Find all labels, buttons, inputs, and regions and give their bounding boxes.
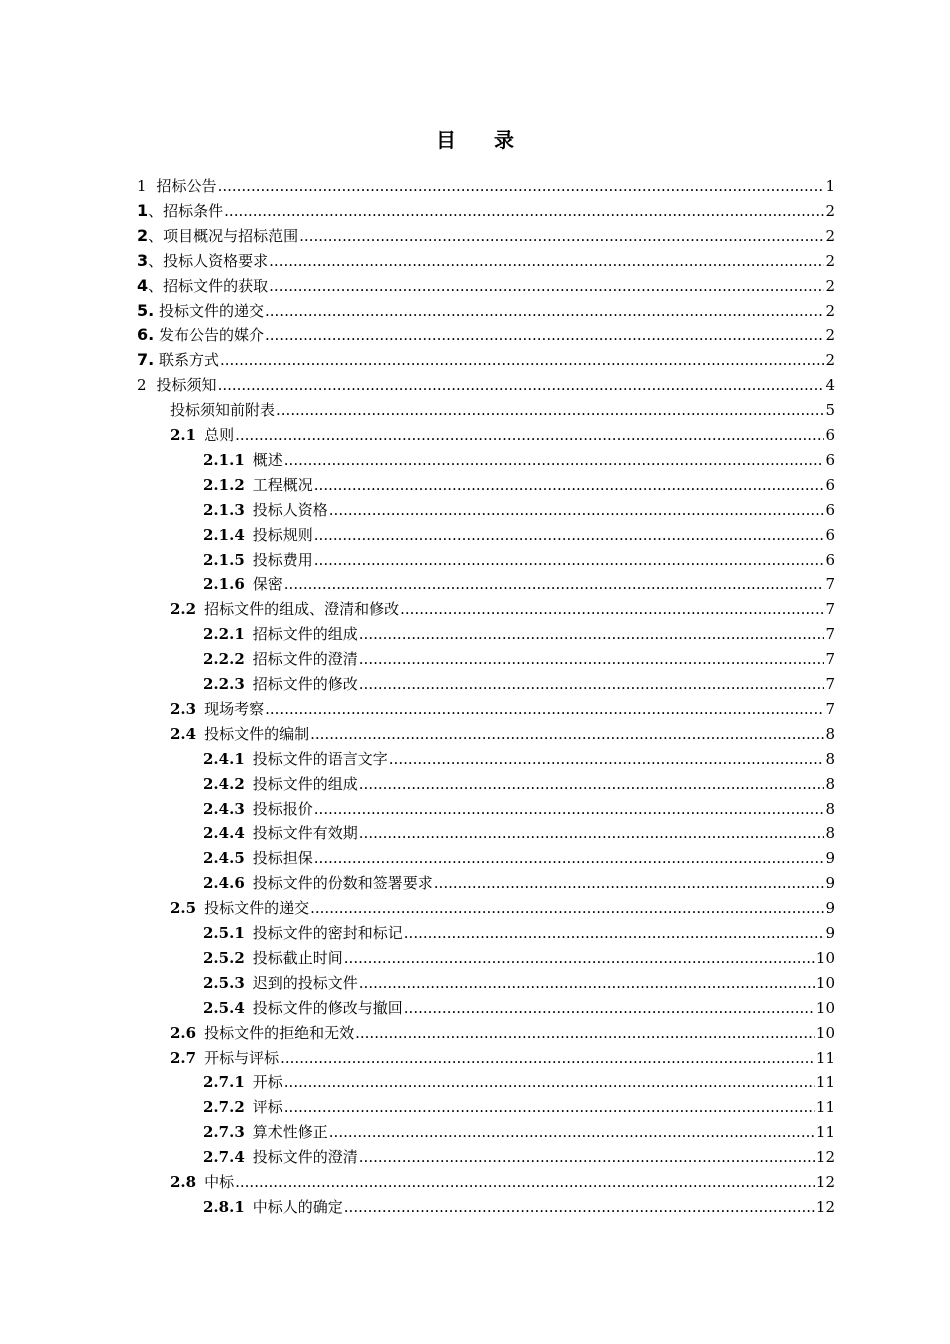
- toc-entry-number: 7.: [137, 350, 155, 370]
- toc-entry-text: 发布公告的媒介: [154, 326, 264, 345]
- toc-entry-text: 中标人的确定: [252, 1197, 343, 1216]
- toc-dot-leader: [314, 523, 825, 547]
- toc-page-number: 9: [825, 924, 835, 942]
- toc-entry-text: 工程概况: [252, 475, 313, 494]
- toc-entry-label: [203, 747, 388, 771]
- toc-entry-text: 、项目概况与招标范围: [148, 226, 299, 245]
- toc-dot-leader: [355, 1021, 815, 1045]
- toc-page-number: 9: [825, 874, 835, 893]
- toc-entry-number: 2.7.3: [203, 1123, 245, 1142]
- toc-title: [0, 124, 950, 153]
- toc-entry-label: [170, 423, 234, 447]
- toc-entry-number: 2.1.3: [203, 500, 245, 519]
- toc-dot-leader: [310, 896, 824, 920]
- toc-page-number: 9: [825, 849, 835, 868]
- toc-entry-text: 开标与评标: [204, 1048, 280, 1067]
- toc-entry-text: 投标文件的递交: [154, 301, 264, 320]
- toc-entry[interactable]: [203, 946, 835, 970]
- toc-entry-text: 投标文件的份数和签署要求: [252, 874, 433, 893]
- toc-dot-leader: [218, 373, 825, 397]
- toc-page-number: 2: [825, 201, 835, 220]
- toc-page-number: 7: [825, 699, 835, 718]
- toc-page-number: 5: [825, 401, 835, 420]
- toc-dot-leader: [299, 224, 824, 248]
- toc-page-number: 12: [815, 1197, 835, 1216]
- toc-page-number: 6: [825, 426, 835, 444]
- toc-dot-leader: [284, 1095, 815, 1119]
- toc-entry-number: 2.5.2: [203, 948, 245, 967]
- toc-entry-label: [137, 299, 264, 323]
- toc-dot-leader: [224, 199, 824, 223]
- toc-entry-text: 招标文件的澄清: [252, 650, 358, 669]
- toc-entry-text: 中标: [204, 1173, 235, 1191]
- toc-page-number: 8: [825, 799, 835, 818]
- toc-entry-label: [203, 498, 328, 522]
- toc-dot-leader: [269, 274, 824, 298]
- toc-entry-number: 2.4.2: [203, 774, 245, 793]
- toc-page-number: 2: [825, 226, 835, 245]
- toc-entry-label: [203, 996, 403, 1020]
- toc-entry[interactable]: [203, 871, 835, 895]
- toc-dot-leader: [269, 249, 824, 273]
- toc-entry[interactable]: [203, 672, 835, 696]
- toc-page-number: 10: [815, 948, 835, 967]
- toc-dot-leader: [314, 797, 825, 821]
- toc-entry[interactable]: [137, 174, 835, 198]
- toc-dot-leader: [280, 1046, 815, 1070]
- toc-entry[interactable]: [203, 797, 835, 821]
- toc-entry-number: 2.7.4: [203, 1148, 245, 1167]
- toc-dot-leader: [284, 448, 825, 472]
- toc-entry-label: [137, 224, 298, 248]
- toc-entry[interactable]: [203, 772, 835, 796]
- toc-page-number: 7: [825, 600, 835, 619]
- toc-entry-label: [203, 821, 358, 845]
- toc-entry-label: [203, 871, 433, 895]
- toc-entry-text: 概述: [252, 450, 283, 469]
- toc-page-number: 2: [825, 276, 835, 295]
- toc-entry-number: 2.2.1: [203, 625, 245, 644]
- toc-entry-number: 2.5.1: [203, 924, 245, 942]
- toc-entry[interactable]: [203, 473, 835, 497]
- toc-page-number: 10: [815, 998, 835, 1017]
- toc-entry-label: [203, 1095, 283, 1119]
- toc-dot-leader: [220, 348, 824, 372]
- toc-dot-leader: [235, 423, 824, 447]
- toc-entry-text: 投标文件的组成: [252, 774, 358, 793]
- toc-entry-text: 投标文件有效期: [252, 824, 358, 843]
- toc-dot-leader: [218, 174, 825, 198]
- toc-page-number: 7: [825, 650, 835, 669]
- toc-page-number: 1: [825, 177, 835, 195]
- toc-page-number: 10: [815, 1023, 835, 1042]
- toc-entry-number: 2.4.5: [203, 849, 245, 868]
- toc-entry-label: [203, 846, 313, 870]
- toc-entry[interactable]: [203, 1070, 835, 1094]
- toc-dot-leader: [329, 498, 825, 522]
- toc-entry-number: 2.7.1: [203, 1073, 245, 1092]
- toc-entry-label: [137, 373, 217, 397]
- toc-dot-leader: [265, 697, 824, 721]
- toc-entry-label: [137, 274, 268, 298]
- toc-dot-leader: [389, 747, 825, 771]
- toc-entry[interactable]: [203, 821, 835, 845]
- toc-page-number: 6: [825, 525, 835, 544]
- toc-entry-text: 投标人资格: [252, 500, 328, 519]
- toc-entry-number: 2: [137, 376, 147, 395]
- toc-entry-label: [203, 1070, 283, 1094]
- toc-entry-label: [170, 896, 309, 920]
- toc-entry-text: 投标文件的拒绝和无效: [204, 1023, 355, 1042]
- toc-dot-leader: [404, 996, 815, 1020]
- toc-entry-number: 2.1: [170, 426, 197, 444]
- toc-entry-label: [203, 1195, 343, 1219]
- toc-dot-leader: [359, 821, 825, 845]
- toc-entry-text: 投标文件的递交: [204, 899, 310, 918]
- toc-entry[interactable]: [203, 1095, 835, 1119]
- toc-page-number: 8: [825, 824, 835, 843]
- toc-page-number: 6: [825, 500, 835, 519]
- toc-entry[interactable]: [203, 1145, 835, 1169]
- toc-entry-label: [170, 1170, 234, 1194]
- toc-entry-label: [170, 1046, 279, 1070]
- toc-entry-text: 、投标人资格要求: [148, 251, 269, 270]
- toc-dot-leader: [344, 946, 815, 970]
- toc-entry-text: 投标文件的语言文字: [252, 749, 388, 768]
- toc-entry[interactable]: [203, 572, 835, 596]
- toc-title-char-1: 目: [436, 128, 456, 152]
- toc-entry[interactable]: [203, 1195, 835, 1219]
- toc-entry-label: [203, 672, 358, 696]
- toc-entry[interactable]: [203, 921, 835, 945]
- toc-entry-label: [203, 772, 358, 796]
- toc-dot-leader: [344, 1195, 815, 1219]
- toc-entry[interactable]: [170, 722, 835, 746]
- toc-entry-number: 2.6: [170, 1023, 197, 1042]
- toc-dot-leader: [235, 1170, 815, 1194]
- toc-entry-number: 2.8.1: [203, 1197, 245, 1216]
- toc-entry-number: 2.2: [170, 600, 197, 619]
- toc-entry-text: 投标规则: [252, 525, 313, 544]
- toc-page-number: 6: [825, 475, 835, 494]
- toc-entry-text: 投标文件的澄清: [252, 1148, 358, 1167]
- toc-entry[interactable]: [203, 647, 835, 671]
- toc-dot-leader: [314, 846, 825, 870]
- toc-page-number: 7: [825, 625, 835, 644]
- toc-entry-text: 开标: [252, 1073, 283, 1092]
- toc-entry-number: 2.1.4: [203, 525, 245, 544]
- toc-entry[interactable]: [203, 448, 835, 472]
- toc-entry-text: 迟到的投标文件: [252, 973, 358, 992]
- toc-entry-label: [170, 597, 399, 621]
- toc-entry-number: 3: [137, 250, 149, 270]
- toc-entry-number: 2.4.6: [203, 874, 245, 893]
- toc-entry[interactable]: [170, 1046, 835, 1070]
- toc-entry[interactable]: [137, 299, 835, 323]
- toc-entry[interactable]: [137, 199, 835, 223]
- toc-page-number: 8: [825, 774, 835, 793]
- toc-entry-text: 投标报价: [252, 799, 313, 818]
- toc-page-number: 2: [825, 326, 835, 345]
- toc-entry-label: [137, 249, 268, 273]
- toc-dot-leader: [265, 299, 824, 323]
- toc-entry-text: 现场考察: [204, 699, 265, 718]
- toc-entry-number: 2.1.6: [203, 575, 245, 594]
- toc-dot-leader: [329, 1120, 815, 1144]
- toc-dot-leader: [400, 597, 824, 621]
- toc-entry-label: [203, 797, 313, 821]
- toc-dot-leader: [359, 971, 815, 995]
- toc-entry-text: 投标费用: [252, 550, 313, 569]
- toc-entry-label: [203, 548, 313, 572]
- toc-page-number: 6: [825, 550, 835, 569]
- toc-page-number: 6: [825, 450, 835, 469]
- toc-entry-text: 联系方式: [154, 351, 219, 370]
- toc-entry-number: 2.4: [170, 724, 197, 743]
- toc-dot-leader: [314, 548, 825, 572]
- toc-entry-number: 2.5.4: [203, 998, 245, 1017]
- toc-entry-text: 、招标条件: [148, 201, 224, 220]
- toc-entry[interactable]: [203, 747, 835, 771]
- toc-entry-text: 投标文件的修改与撤回: [252, 998, 403, 1017]
- toc-entry[interactable]: [203, 996, 835, 1020]
- toc-entry-number: 2.1.5: [203, 550, 245, 569]
- toc-entry-label: [137, 174, 217, 198]
- toc-entry-number: 2.4.1: [203, 749, 245, 768]
- toc-dot-leader: [359, 1145, 815, 1169]
- toc-dot-leader: [359, 772, 825, 796]
- toc-entry-text: 投标截止时间: [252, 948, 343, 967]
- toc-entry[interactable]: [137, 249, 835, 273]
- toc-entry-label: [203, 647, 358, 671]
- toc-dot-leader: [284, 572, 825, 596]
- toc-entry-text: 投标须知前附表: [170, 401, 276, 420]
- toc-entry-text: 招标文件的组成: [252, 625, 358, 644]
- toc-entry-label: [203, 523, 313, 547]
- toc-entry-label: [203, 1120, 328, 1144]
- toc-page-number: 11: [815, 1073, 835, 1092]
- toc-entry[interactable]: [203, 498, 835, 522]
- toc-entry-number: 1: [137, 177, 147, 195]
- toc-entry-number: 2.5: [170, 899, 197, 918]
- toc-page-number: 11: [815, 1098, 835, 1117]
- toc-entry-label: [203, 622, 358, 646]
- toc-page-number: 8: [825, 749, 835, 768]
- toc-title-char-2: 录: [494, 128, 514, 152]
- toc-entry-number: 1: [137, 200, 149, 220]
- toc-entry[interactable]: [137, 224, 835, 248]
- toc-entry[interactable]: [203, 548, 835, 572]
- toc-entry[interactable]: [203, 846, 835, 870]
- toc-page-number: 2: [825, 351, 835, 370]
- toc-entry[interactable]: [137, 323, 835, 347]
- toc-entry-number: 5.: [137, 300, 155, 320]
- toc-entry-number: 2: [137, 225, 149, 245]
- toc-entry-label: [137, 348, 219, 372]
- toc-entry-number: 2.1.1: [203, 450, 245, 469]
- toc-entry-text: 评标: [252, 1098, 283, 1117]
- toc-entry[interactable]: [170, 398, 835, 422]
- toc-entry[interactable]: [170, 896, 835, 920]
- toc-page-number: 7: [825, 575, 835, 594]
- toc-entry-text: 招标公告: [156, 177, 217, 195]
- toc-dot-leader: [265, 323, 824, 347]
- toc-entry[interactable]: [137, 274, 835, 298]
- toc-entry-label: [203, 971, 358, 995]
- toc-entry[interactable]: [170, 597, 835, 621]
- toc-entry-number: 2.4.4: [203, 824, 245, 843]
- toc-page-number: 8: [825, 724, 835, 743]
- toc-page-number: 9: [825, 899, 835, 918]
- toc-entry-label: [203, 921, 403, 945]
- toc-dot-leader: [276, 398, 824, 422]
- toc-entry-number: 2.4.3: [203, 799, 245, 818]
- toc-dot-leader: [284, 1070, 815, 1094]
- toc-dot-leader: [404, 921, 825, 945]
- toc-entry[interactable]: [170, 697, 835, 721]
- toc-entry-text: 投标文件的密封和标记: [252, 924, 403, 942]
- toc-page-number: 12: [815, 1173, 835, 1191]
- toc-entry-text: 投标担保: [252, 849, 313, 868]
- toc-page-number: 7: [825, 675, 835, 693]
- toc-dot-leader: [314, 473, 825, 497]
- toc-entry[interactable]: [170, 1170, 835, 1194]
- toc-entry-text: 保密: [252, 575, 283, 594]
- toc-entry-label: [203, 572, 283, 596]
- toc-dot-leader: [359, 622, 825, 646]
- toc-entry-label: [137, 199, 223, 223]
- toc-page-number: 10: [815, 973, 835, 992]
- toc-entry-text: 招标文件的修改: [252, 675, 358, 693]
- toc-page-number: 4: [825, 376, 835, 395]
- toc-entry-label: [137, 323, 264, 347]
- toc-dot-leader: [434, 871, 825, 895]
- toc-page-number: 12: [815, 1148, 835, 1167]
- toc-entry-label: [170, 398, 275, 422]
- toc-page-number: 11: [815, 1048, 835, 1067]
- toc-entry-text: 算术性修正: [252, 1123, 328, 1142]
- toc-entry[interactable]: [203, 622, 835, 646]
- toc-entry-label: [170, 722, 309, 746]
- toc-entry-label: [203, 1145, 358, 1169]
- toc-entry-label: [170, 697, 264, 721]
- toc-page-number: 11: [815, 1123, 835, 1142]
- toc-entry-number: 2.2.3: [203, 675, 245, 693]
- toc-entry-number: 2.5.3: [203, 973, 245, 992]
- toc-dot-leader: [310, 722, 824, 746]
- toc-entry-number: 2.7: [170, 1048, 197, 1067]
- toc-entry-number: 2.7.2: [203, 1098, 245, 1117]
- toc-entry-text: 投标文件的编制: [204, 724, 310, 743]
- toc-entry-text: 招标文件的组成、澄清和修改: [204, 600, 400, 619]
- toc-entry[interactable]: [137, 373, 835, 397]
- toc-dot-leader: [359, 672, 825, 696]
- toc-entry[interactable]: [203, 1120, 835, 1144]
- toc-entry-text: 总则: [204, 426, 235, 444]
- toc-entry[interactable]: [203, 523, 835, 547]
- toc-entry-label: [203, 946, 343, 970]
- toc-page-number: 2: [825, 251, 835, 270]
- toc-entry-text: 投标须知: [156, 376, 217, 395]
- toc-dot-leader: [359, 647, 825, 671]
- toc-entry-text: 、招标文件的获取: [148, 276, 269, 295]
- toc-entry[interactable]: [170, 423, 835, 447]
- toc-entry[interactable]: [170, 1021, 835, 1045]
- toc-entry[interactable]: [137, 348, 835, 372]
- toc-page-number: 2: [825, 301, 835, 320]
- toc-entry-label: [203, 473, 313, 497]
- toc-entry-label: [170, 1021, 354, 1045]
- toc-entry-number: 2.8: [170, 1173, 197, 1191]
- toc-entry-number: 2.3: [170, 699, 197, 718]
- toc-entry-number: 2.1.2: [203, 475, 245, 494]
- toc-entry-number: 2.2.2: [203, 650, 245, 669]
- toc-entry-number: 6.: [137, 325, 155, 345]
- toc-entry[interactable]: [203, 971, 835, 995]
- toc-entry-number: 4: [137, 275, 149, 295]
- toc-entry-label: [203, 448, 283, 472]
